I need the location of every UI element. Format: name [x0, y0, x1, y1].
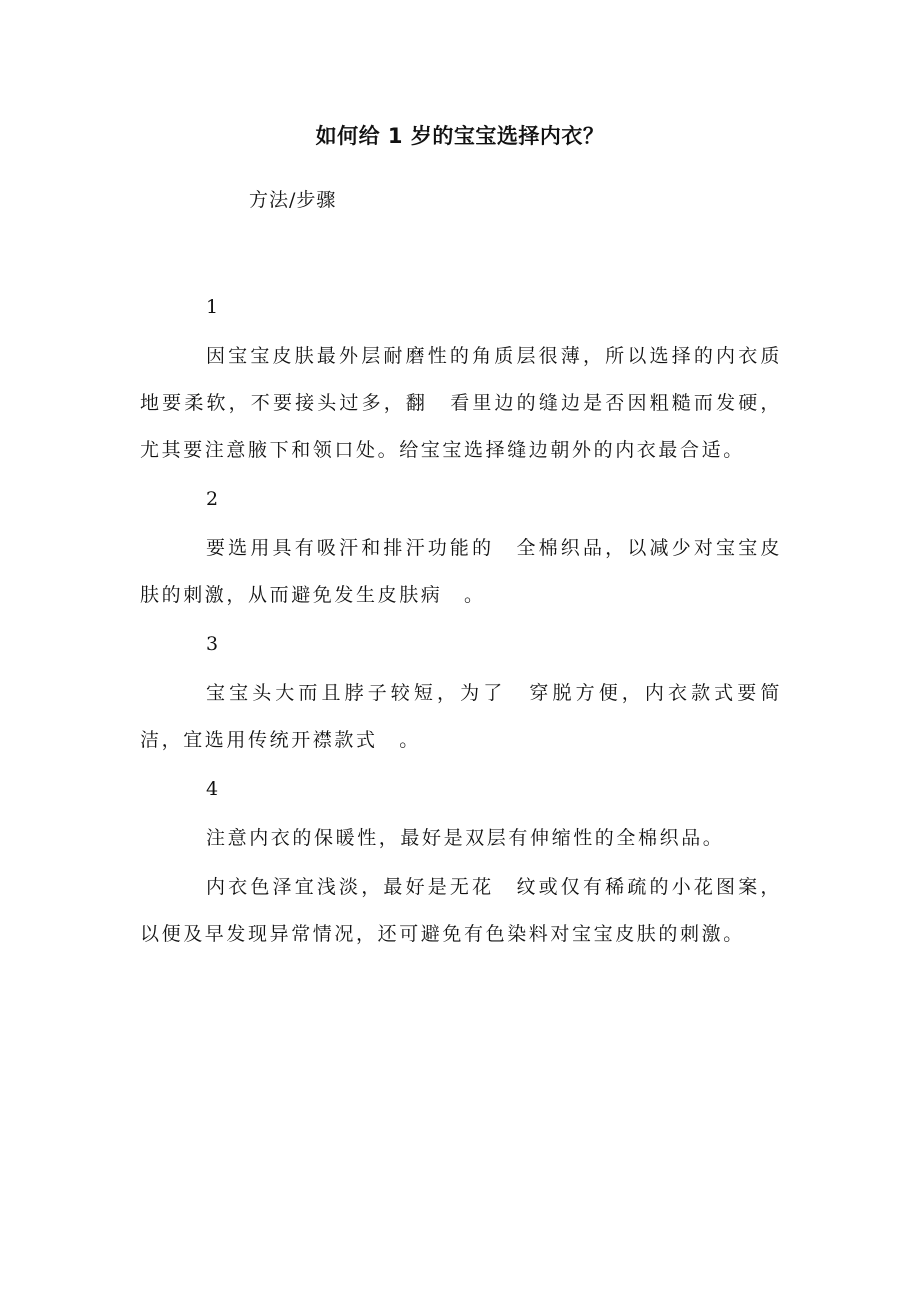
body-paragraph: 宝宝头大而且脖子较短，为了 穿脱方便，内衣款式要简洁，宜选用传统开襟款式 。	[140, 682, 782, 751]
step-number: 2	[206, 488, 219, 510]
body-paragraph: 因宝宝皮肤最外层耐磨性的角质层很薄，所以选择的内衣质地要柔软，不要接头过多，翻 看里边的缝边是否因粗糙而发硬，尤其要注意腋下和领口处。给宝宝选择缝边朝外的内衣最合适。	[140, 345, 782, 461]
body-paragraph: 注意内衣的保暖性，最好是双层有伸缩性的全棉织品。	[206, 827, 725, 849]
step-number: 3	[206, 633, 219, 655]
body-paragraph: 要选用具有吸汗和排汗功能的 全棉织品，以减少对宝宝皮肤的刺激，从而避免发生皮肤病 。	[140, 537, 782, 606]
page-title: 如何给 1 岁的宝宝选择内衣？	[315, 124, 605, 148]
body-paragraph: 内衣色泽宜浅淡，最好是无花 纹或仅有稀疏的小花图案，以便及早发现异常情况，还可避免有色染料对宝宝皮肤的刺激。	[140, 876, 782, 945]
step-number: 1	[206, 296, 219, 318]
article-body	[140, 284, 782, 960]
step-number: 4	[206, 778, 219, 800]
section-subtitle: 方法/步骤	[249, 189, 337, 211]
